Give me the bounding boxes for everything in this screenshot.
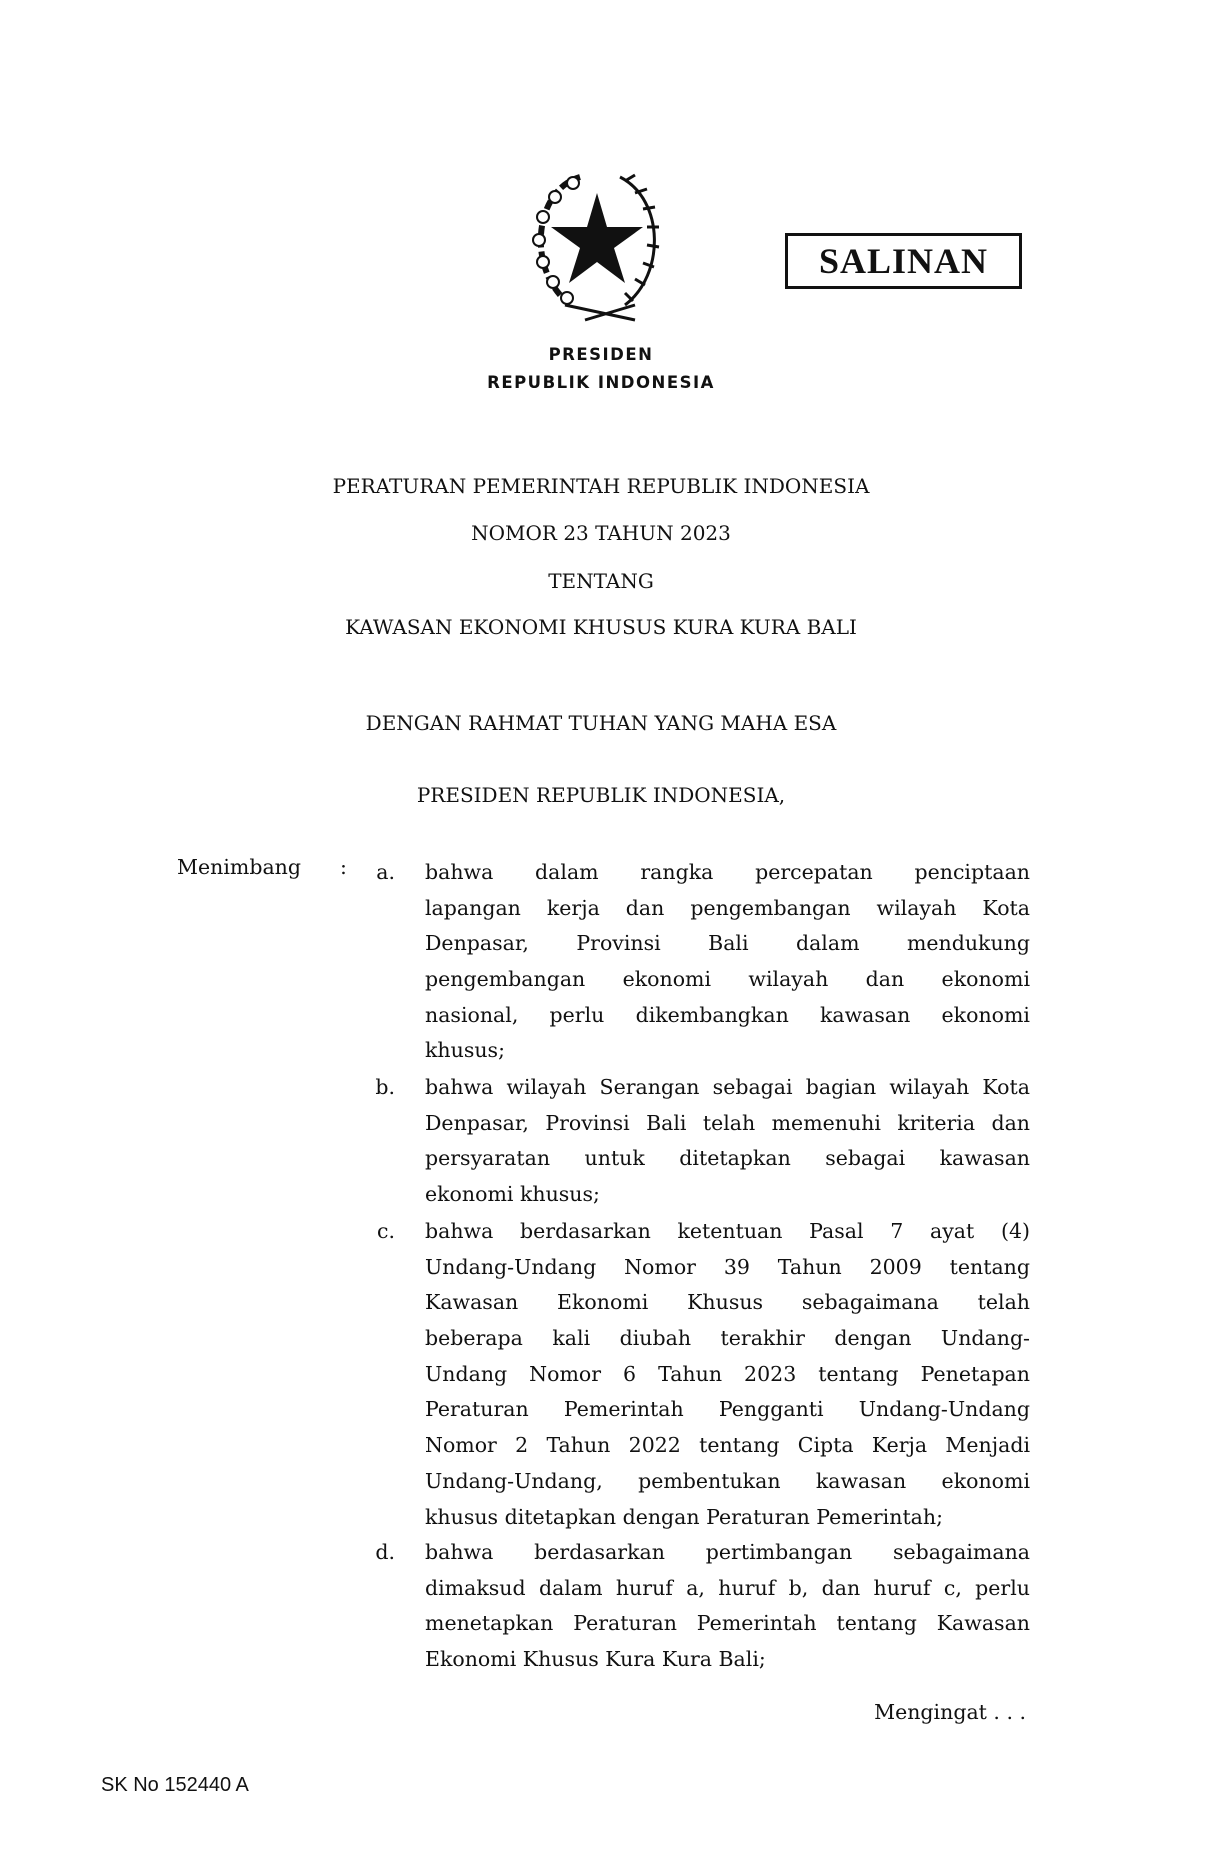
invocation: DENGAN RAHMAT TUHAN YANG MAHA ESA (365, 711, 837, 735)
regulation-tentang: TENTANG (548, 569, 654, 593)
salinan-stamp: SALINAN (785, 233, 1022, 289)
continuation-mark: Mengingat . . . (874, 1700, 1026, 1724)
consideration-line: lapangan kerja dan pengembangan wilayah Kota (425, 895, 1030, 920)
consideration-line: khusus ditetapkan dengan Peraturan Pemerintah; (425, 1504, 944, 1529)
consideration-line: beberapa kali diubah terakhir dengan Undang- (425, 1326, 1030, 1351)
sk-number: SK No 152440 A (101, 1774, 249, 1796)
consideration-line: dimaksud dalam huruf a, huruf b, dan huruf c, perlu (425, 1575, 1030, 1600)
consideration-line: Undang Nomor 6 Tahun 2023 tentang Penetapan (425, 1361, 1030, 1386)
consideration-line: Denpasar, Provinsi Bali dalam mendukung (425, 931, 1030, 956)
regulation-number: NOMOR 23 TAHUN 2023 (471, 521, 731, 545)
president-heading: PRESIDEN REPUBLIK INDONESIA, (416, 783, 786, 807)
consideration-line: Denpasar, Provinsi Bali telah memenuhi kriteria dan (425, 1110, 1030, 1135)
consideration-line: Undang-Undang, pembentukan kawasan ekonomi (425, 1468, 1030, 1493)
menimbang-label: Menimbang (177, 855, 301, 879)
regulation-title: PERATURAN PEMERINTAH REPUBLIK INDONESIA (332, 474, 870, 498)
presidential-emblem-icon (525, 165, 670, 330)
consideration-line: persyaratan untuk ditetapkan sebagai kawasan (425, 1146, 1030, 1171)
consideration-line: bahwa dalam rangka percepatan penciptaan (425, 860, 1030, 884)
consideration-line: bahwa berdasarkan pertimbangan sebagaimana (425, 1540, 1030, 1564)
consideration-label: b. (375, 1075, 395, 1099)
consideration-label: d. (375, 1540, 395, 1564)
consideration-line: bahwa berdasarkan ketentuan Pasal 7 ayat (4) (425, 1219, 1030, 1243)
consideration-line: pengembangan ekonomi wilayah dan ekonomi (425, 967, 1030, 992)
consideration-text (425, 855, 1030, 1069)
consideration-label: c. (377, 1219, 395, 1243)
consideration-text (425, 1535, 1030, 1678)
consideration-label: a. (376, 860, 395, 884)
emblem-caption-republik: REPUBLIK INDONESIA (487, 373, 715, 392)
consideration-line: Kawasan Ekonomi Khusus sebagaimana telah (425, 1290, 1030, 1315)
consideration-line: Peraturan Pemerintah Pengganti Undang-Undang (425, 1397, 1030, 1422)
consideration-line: khusus; (425, 1038, 505, 1063)
regulation-subject: KAWASAN EKONOMI KHUSUS KURA KURA BALI (345, 615, 857, 639)
consideration-line: ekonomi khusus; (425, 1182, 600, 1207)
consideration-line: bahwa wilayah Serangan sebagai bagian wilayah Kota (425, 1075, 1030, 1099)
consideration-text (425, 1070, 1030, 1213)
consideration-line: nasional, perlu dikembangkan kawasan ekonomi (425, 1002, 1030, 1027)
consideration-line: Undang-Undang Nomor 39 Tahun 2009 tentang (425, 1254, 1030, 1279)
consideration-text (425, 1214, 1030, 1535)
consideration-line: menetapkan Peraturan Pemerintah tentang Kawasan (425, 1611, 1030, 1636)
consideration-line: Nomor 2 Tahun 2022 tentang Cipta Kerja Menjadi (425, 1433, 1030, 1458)
menimbang-colon: : (340, 855, 347, 879)
consideration-line: Ekonomi Khusus Kura Kura Bali; (425, 1647, 766, 1672)
emblem-caption-presiden: PRESIDEN (548, 345, 654, 364)
